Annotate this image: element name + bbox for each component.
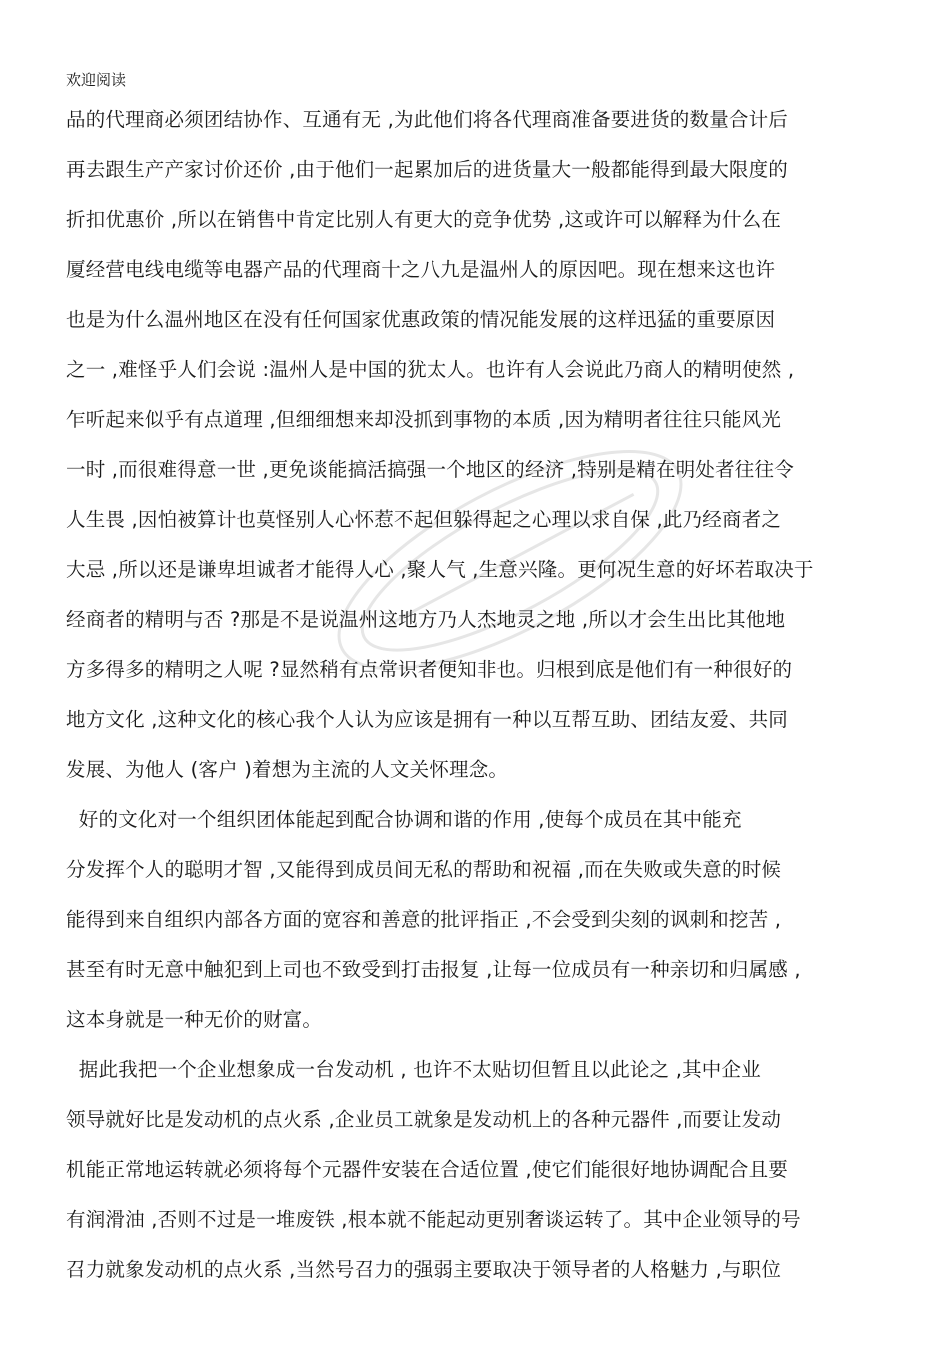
body-line: 方多得多的精明之人呢 ?显然稍有点常识者便知非也。归根到底是他们有一种很好的: [66, 658, 793, 681]
body-line: 领导就好比是发动机的点火系 ,企业员工就象是发动机上的各种元器件 ,而要让发动: [66, 1108, 782, 1131]
page-header: 欢迎阅读: [66, 71, 127, 89]
body-line: 据此我把一个企业想象成一台发动机 , 也许不太贴切但暂且以此论之 ,其中企业: [66, 1058, 761, 1081]
body-line: 好的文化对一个组织团体能起到配合协调和谐的作用 ,使每个成员在其中能充: [66, 808, 742, 831]
body-line: 地方文化 ,这种文化的核心我个人认为应该是拥有一种以互帮互助、团结友爱、共同: [66, 708, 788, 731]
body-line: 大忌 ,所以还是谦卑坦诚者才能得人心 ,聚人气 ,生意兴隆。更何况生意的好坏若取决于: [66, 558, 814, 581]
body-line: 也是为什么温州地区在没有任何国家优惠政策的情况能发展的这样迅猛的重要原因: [66, 308, 776, 331]
body-line: 召力就象发动机的点火系 ,当然号召力的强弱主要取决于领导者的人格魅力 ,与职位: [66, 1258, 782, 1281]
body-line: 人生畏 ,因怕被算计也莫怪别人心怀惹不起但躲得起之心理以求自保 ,此乃经商者之: [66, 508, 782, 531]
body-line: 折扣优惠价 ,所以在销售中肯定比别人有更大的竞争优势 ,这或许可以解释为什么在: [66, 208, 782, 231]
body-line: 分发挥个人的聪明才智 ,又能得到成员间无私的帮助和祝福 ,而在失败或失意的时候: [66, 858, 782, 881]
body-line: 品的代理商必须团结协作、互通有无 ,为此他们将各代理商准备要进货的数量合计后: [66, 108, 788, 131]
body-line: 甚至有时无意中触犯到上司也不致受到打击报复 ,让每一位成员有一种亲切和归属感 ,: [66, 958, 801, 981]
body-line: 再去跟生产产家讨价还价 ,由于他们一起累加后的进货量大一般都能得到最大限度的: [66, 158, 788, 181]
body-line: 发展、为他人 (客户 )着想为主流的人文关怀理念。: [66, 758, 509, 781]
body-line: 经商者的精明与否 ?那是不是说温州这地方乃人杰地灵之地 ,所以才会生出比其他地: [66, 608, 786, 631]
body-line: 机能正常地运转就必须将每个元器件安装在合适位置 ,使它们能很好地协调配合且要: [66, 1158, 788, 1181]
body-line: 乍听起来似乎有点道理 ,但细细想来却没抓到事物的本质 ,因为精明者往往只能风光: [66, 408, 782, 431]
body-line: 厦经营电线电缆等电器产品的代理商十之八九是温州人的原因吧。现在想来这也许: [66, 258, 776, 281]
body-line: 能得到来自组织内部各方面的宽容和善意的批评指正 ,不会受到尖刻的讽刺和挖苦 ,: [66, 908, 782, 931]
body-line: 一时 ,而很难得意一世 ,更免谈能搞活搞强一个地区的经济 ,特别是精在明处者往往令: [66, 458, 794, 481]
body-line: 之一 ,难怪乎人们会说 :温州人是中国的犹太人。也许有人会说此乃商人的精明使然 ,: [66, 358, 795, 381]
body-line: 有润滑油 ,否则不过是一堆废铁 ,根本就不能起动更别奢谈运转了。其中企业领导的号: [66, 1208, 801, 1231]
body-line: 这本身就是一种无价的财富。: [66, 1008, 323, 1031]
